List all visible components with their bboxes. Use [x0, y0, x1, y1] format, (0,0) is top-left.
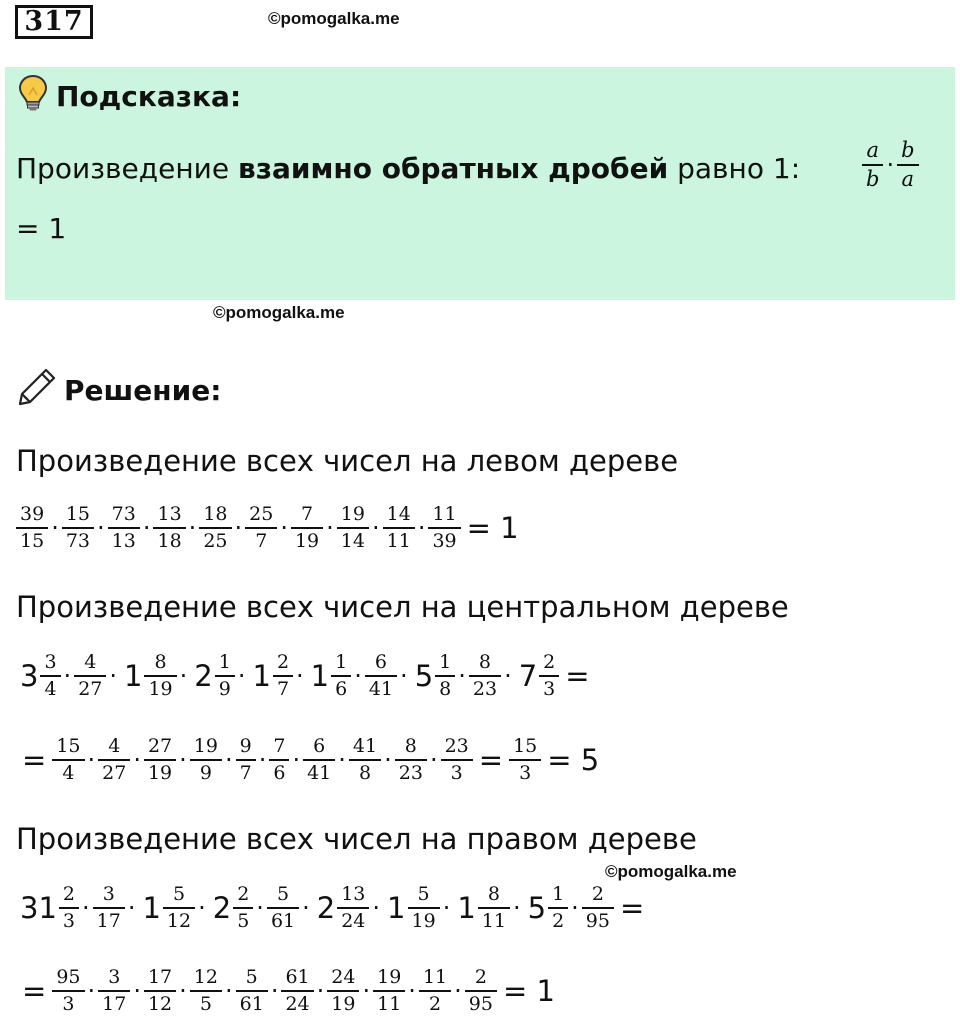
- right-tree-fraction-product: [16, 968, 561, 1014]
- numerator: 2: [237, 883, 250, 905]
- fraction: [18, 505, 46, 551]
- numerator: 15: [56, 735, 81, 757]
- multiply-dot: ·: [384, 746, 392, 774]
- fraction: [247, 505, 275, 551]
- denominator: 19: [327, 990, 359, 1014]
- multiply-dot: ·: [442, 894, 451, 922]
- denominator: 8: [349, 759, 381, 783]
- task-number: 317: [15, 5, 93, 39]
- hint-title: [18, 76, 241, 116]
- whole-part: 1: [387, 891, 406, 925]
- numerator: 5: [245, 966, 258, 988]
- equals-sign: =: [22, 743, 47, 777]
- formula-fraction: $\frac{a}{b}$: [864, 140, 881, 190]
- numerator: 61: [285, 966, 310, 988]
- multiply-dot: ·: [316, 977, 325, 1005]
- fraction: [339, 885, 367, 931]
- numerator: 2: [543, 651, 556, 673]
- fraction: [192, 968, 220, 1014]
- numerator: 25: [249, 503, 274, 525]
- whole-part: 1: [142, 891, 161, 925]
- fraction: [146, 968, 174, 1014]
- left-tree-heading: Произведение всех чисел на левом дереве: [16, 444, 679, 478]
- denominator: 17: [98, 990, 130, 1014]
- multiply-dot: ·: [82, 894, 90, 922]
- fraction: [42, 653, 58, 699]
- fraction: [235, 885, 251, 931]
- result: = 1: [466, 511, 519, 545]
- fraction: [54, 737, 82, 783]
- denominator: 6: [269, 759, 289, 783]
- numerator: 7: [273, 735, 286, 757]
- denominator: 4: [52, 759, 84, 783]
- multiply-dot: ·: [270, 977, 279, 1005]
- numerator: 3: [102, 883, 115, 905]
- numerator: 15: [513, 735, 538, 757]
- fraction: [76, 653, 104, 699]
- multiply-dot: ·: [372, 894, 381, 922]
- fraction: [410, 885, 438, 931]
- fraction: [293, 505, 321, 551]
- numerator: 73: [111, 503, 136, 525]
- denominator: 12: [144, 990, 176, 1014]
- fraction: [471, 653, 499, 699]
- hint-text-bold: взаимно обратных дробей: [238, 152, 669, 185]
- denominator: 15: [16, 527, 48, 551]
- numerator: 19: [340, 503, 365, 525]
- fraction: [146, 737, 174, 783]
- multiply-dot: ·: [142, 514, 151, 542]
- numerator: 3: [44, 651, 57, 673]
- result: = 5: [547, 743, 600, 777]
- multiply-dot: ·: [63, 662, 72, 690]
- numerator: 19: [377, 966, 402, 988]
- multiply-dot: ·: [512, 894, 521, 922]
- denominator: 17: [93, 907, 125, 931]
- numerator: 8: [154, 651, 167, 673]
- fraction: [217, 653, 233, 699]
- whole-part: 5: [527, 891, 547, 925]
- whole-part: 1: [310, 659, 330, 693]
- multiply-dot: ·: [133, 746, 141, 774]
- fraction: [283, 968, 311, 1014]
- hint-title-text: Подсказка:: [56, 79, 242, 113]
- fraction: [333, 653, 349, 699]
- fraction: [385, 505, 413, 551]
- numerator: 5: [276, 883, 290, 905]
- multiply-dot: ·: [429, 746, 438, 774]
- numerator: 3: [108, 966, 121, 988]
- denominator: 41: [303, 759, 335, 783]
- whole-part: 2: [194, 659, 213, 693]
- denominator: 25: [199, 527, 231, 551]
- numerator: 14: [386, 503, 411, 525]
- denominator: 5: [190, 990, 222, 1014]
- watermark-middle: ©pomogalka.me: [213, 303, 345, 322]
- multiply-dot: ·: [400, 662, 408, 690]
- multiply-dot: ·: [256, 894, 264, 922]
- whole-part: 31: [20, 891, 57, 925]
- fraction: [165, 885, 193, 931]
- fraction: [192, 737, 220, 783]
- hint-text-after: равно 1:: [668, 152, 801, 185]
- fraction: [238, 968, 266, 1014]
- multiply-dot: ·: [458, 662, 466, 690]
- denominator: 7: [236, 759, 256, 783]
- multiply-dot: ·: [258, 746, 267, 774]
- fraction: [201, 505, 229, 551]
- denominator: 41: [365, 675, 397, 699]
- numerator: 41: [352, 735, 378, 757]
- multiply-dot: ·: [179, 977, 187, 1005]
- fraction: [54, 968, 82, 1014]
- denominator: 3: [52, 990, 84, 1014]
- fraction: [367, 653, 395, 699]
- numerator: 7: [301, 503, 314, 525]
- fraction: [271, 737, 287, 783]
- denominator: 3: [509, 759, 541, 783]
- denominator: 13: [108, 527, 140, 551]
- denominator: 14: [337, 527, 369, 551]
- numerator: 6: [374, 651, 387, 673]
- numerator: 1: [218, 651, 231, 673]
- multiply-dot: ·: [87, 977, 96, 1005]
- solution-title-text: Решение:: [64, 373, 222, 407]
- multiply-dot: ·: [97, 514, 105, 542]
- watermark-bottom: ©pomogalka.me: [605, 862, 737, 881]
- hint-text-before: Произведение: [16, 152, 238, 185]
- multiply-dot: ·: [362, 977, 371, 1005]
- multiply-dot: ·: [179, 662, 188, 690]
- multiply-dot: ·: [127, 894, 136, 922]
- multiply-dot: ·: [224, 746, 233, 774]
- numerator: 11: [432, 503, 457, 525]
- denominator: 19: [408, 907, 440, 931]
- multiply-dot: ·: [408, 977, 416, 1005]
- denominator: 4: [40, 675, 60, 699]
- denominator: 27: [74, 675, 106, 699]
- multiply-dot: ·: [454, 977, 462, 1005]
- denominator: 27: [98, 759, 130, 783]
- fraction: [269, 885, 297, 931]
- denominator: 61: [236, 990, 268, 1014]
- denominator: 3: [539, 675, 559, 699]
- equals-sign: =: [565, 659, 590, 693]
- multiply-dot: ·: [237, 662, 246, 690]
- equals-sign: =: [478, 743, 504, 777]
- denominator: 11: [383, 527, 415, 551]
- denominator: 11: [478, 907, 510, 931]
- fraction: [430, 505, 458, 551]
- center-tree-mixed-product: [16, 653, 596, 699]
- formula-dot: ·: [886, 151, 895, 179]
- fraction: [397, 737, 425, 783]
- watermark-top: ©pomogalka.me: [268, 9, 400, 28]
- whole-part: 1: [252, 659, 271, 693]
- whole-part: 2: [212, 891, 232, 925]
- denominator: 24: [337, 907, 369, 931]
- fraction: [64, 505, 92, 551]
- numerator: 17: [147, 966, 173, 988]
- denominator: 6: [331, 675, 351, 699]
- solution-title: [16, 368, 221, 412]
- result: = 1: [502, 974, 555, 1008]
- fraction: [550, 885, 566, 931]
- denominator: 3: [441, 759, 473, 783]
- fraction: [329, 968, 357, 1014]
- fraction: [305, 737, 333, 783]
- fraction: [238, 737, 254, 783]
- fraction: [443, 737, 471, 783]
- numerator: 13: [157, 503, 182, 525]
- multiply-dot: ·: [133, 977, 141, 1005]
- numerator: 23: [444, 735, 469, 757]
- fraction: [61, 885, 77, 931]
- denominator: 2: [548, 907, 568, 931]
- denominator: 9: [215, 675, 235, 699]
- numerator: 6: [313, 735, 326, 757]
- fraction: [511, 737, 539, 783]
- denominator: 23: [395, 759, 427, 783]
- numerator: 1: [552, 883, 565, 905]
- multiply-dot: ·: [198, 894, 206, 922]
- fraction: [375, 968, 403, 1014]
- multiply-dot: ·: [188, 514, 197, 542]
- numerator: 1: [335, 651, 348, 673]
- denominator: 2: [419, 990, 451, 1014]
- numerator: 5: [417, 883, 430, 905]
- numerator: 19: [193, 735, 218, 757]
- multiply-dot: ·: [224, 977, 233, 1005]
- denominator: 7: [245, 527, 277, 551]
- multiply-dot: ·: [354, 662, 362, 690]
- numerator: 2: [62, 883, 75, 905]
- hint-formula: [862, 140, 919, 190]
- multiply-dot: ·: [51, 514, 59, 542]
- whole-part: 1: [457, 891, 476, 925]
- formula-fraction: $\frac{b}{a}$: [899, 140, 916, 190]
- right-tree-heading: Произведение всех чисел на правом дереве: [16, 822, 697, 856]
- numerator: 39: [20, 503, 45, 525]
- fraction: [541, 653, 557, 699]
- numerator: 8: [487, 883, 500, 905]
- multiply-dot: ·: [417, 514, 426, 542]
- numerator: 8: [478, 651, 492, 673]
- lightbulb-icon: [18, 74, 48, 119]
- multiply-dot: ·: [504, 662, 512, 690]
- whole-part: 7: [518, 659, 538, 693]
- equals-sign: =: [619, 891, 645, 925]
- multiply-dot: ·: [338, 746, 346, 774]
- multiply-dot: ·: [571, 894, 579, 922]
- numerator: 24: [331, 966, 356, 988]
- fraction: [100, 968, 128, 1014]
- multiply-dot: ·: [326, 514, 334, 542]
- fraction: [110, 505, 138, 551]
- fraction: [480, 885, 508, 931]
- numerator: 8: [404, 735, 417, 757]
- numerator: 11: [422, 966, 448, 988]
- denominator: 18: [153, 527, 185, 551]
- right-tree-mixed-product: [16, 885, 650, 931]
- fraction: [351, 737, 379, 783]
- denominator: 61: [267, 907, 299, 931]
- denominator: 9: [190, 759, 222, 783]
- fraction: [584, 885, 612, 931]
- denominator: 39: [428, 527, 460, 551]
- fraction: [339, 505, 367, 551]
- denominator: 95: [465, 990, 497, 1014]
- multiply-dot: ·: [292, 746, 301, 774]
- fraction: [437, 653, 453, 699]
- numerator: 15: [65, 503, 91, 525]
- numerator: 4: [108, 735, 121, 757]
- denominator: 19: [144, 675, 176, 699]
- equals-sign: =: [22, 974, 47, 1008]
- fraction: [275, 653, 291, 699]
- denominator: 19: [144, 759, 176, 783]
- whole-part: 5: [414, 659, 434, 693]
- denominator: 7: [273, 675, 293, 699]
- numerator: 2: [276, 651, 290, 673]
- fraction: [155, 505, 183, 551]
- pencil-icon: [16, 366, 58, 415]
- numerator: 4: [84, 651, 97, 673]
- hint-text: [16, 152, 800, 185]
- denominator: 95: [582, 907, 614, 931]
- denominator: 11: [373, 990, 405, 1014]
- denominator: 5: [233, 907, 253, 931]
- numerator: 12: [193, 966, 218, 988]
- center-tree-heading: Произведение всех чисел на центральном дереве: [16, 590, 789, 624]
- numerator: 18: [203, 503, 228, 525]
- numerator: 95: [56, 966, 81, 988]
- numerator: 27: [147, 735, 173, 757]
- multiply-dot: ·: [87, 746, 96, 774]
- numerator: 1: [439, 651, 452, 673]
- multiply-dot: ·: [302, 894, 310, 922]
- multiply-dot: ·: [109, 662, 118, 690]
- fraction: [146, 653, 174, 699]
- numerator: 2: [474, 966, 487, 988]
- whole-part: 1: [124, 659, 143, 693]
- fraction: [100, 737, 128, 783]
- multiply-dot: ·: [179, 746, 187, 774]
- numerator: 9: [239, 735, 252, 757]
- denominator: 3: [59, 907, 79, 931]
- denominator: 73: [62, 527, 94, 551]
- hint-result: = 1: [16, 212, 67, 245]
- denominator: 8: [435, 675, 455, 699]
- numerator: 13: [341, 883, 366, 905]
- denominator: 24: [281, 990, 313, 1014]
- denominator: 19: [291, 527, 323, 551]
- numerator: 2: [591, 883, 604, 905]
- denominator: 12: [163, 907, 195, 931]
- fraction: [421, 968, 449, 1014]
- center-tree-fraction-product: [16, 737, 605, 783]
- multiply-dot: ·: [280, 514, 288, 542]
- numerator: 5: [172, 883, 186, 905]
- fraction: [95, 885, 123, 931]
- multiply-dot: ·: [234, 514, 243, 542]
- denominator: 23: [469, 675, 501, 699]
- left-tree-product: [16, 505, 525, 551]
- multiply-dot: ·: [371, 514, 380, 542]
- fraction: [467, 968, 495, 1014]
- whole-part: 3: [20, 659, 39, 693]
- whole-part: 2: [316, 891, 336, 925]
- multiply-dot: ·: [296, 662, 304, 690]
